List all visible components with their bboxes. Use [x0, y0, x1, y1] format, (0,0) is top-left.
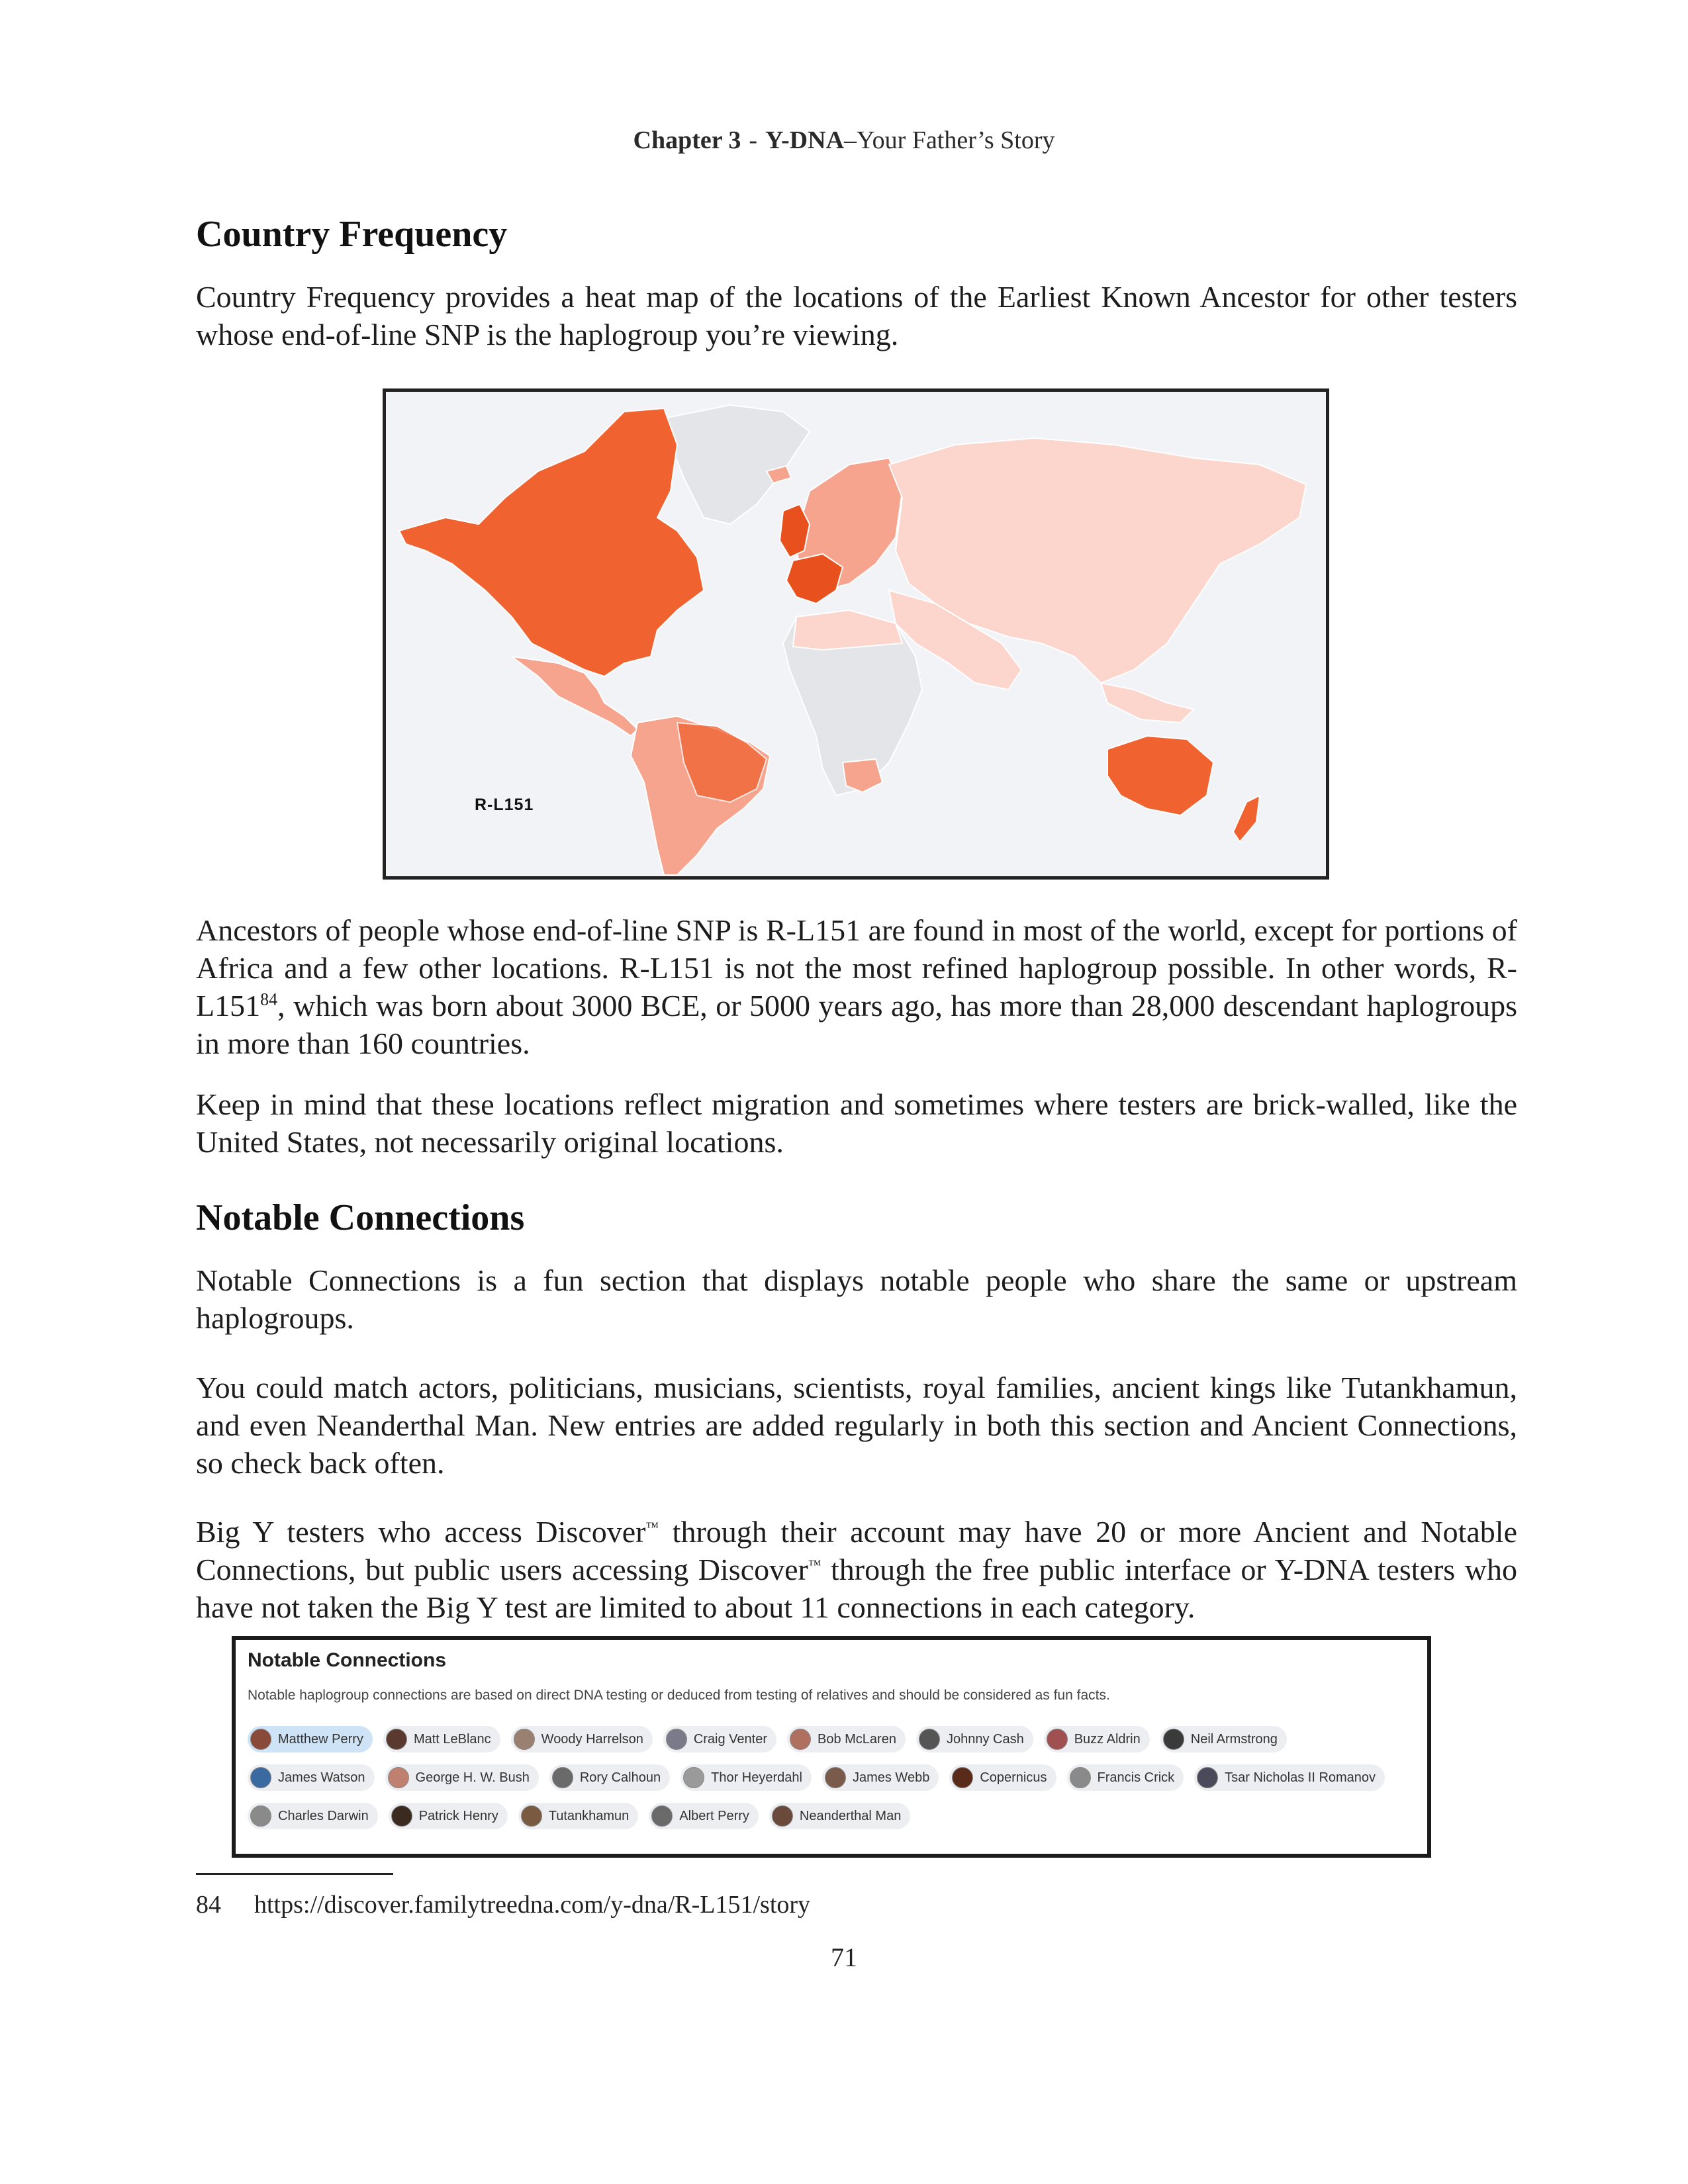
connection-chip[interactable] [769, 1803, 910, 1829]
footnote-number: 84 [196, 1891, 221, 1919]
running-header [0, 126, 1688, 155]
header-subtitle: –Your Father’s Story [844, 126, 1055, 154]
avatar [391, 1805, 412, 1827]
connection-chip[interactable] [518, 1803, 639, 1829]
paragraph-migration: Keep in mind that these locations reflect migration and sometimes where testers are brick-walled, like the United States, not necessarily original locations. [196, 1087, 1517, 1159]
connection-chip[interactable] [1044, 1726, 1150, 1752]
map-haplogroup-label: R-L151 [475, 796, 534, 814]
connection-chip[interactable] [383, 1726, 500, 1752]
heading-notable-connections: Notable Connections [196, 1197, 525, 1238]
heading-country-frequency: Country Frequency [196, 214, 508, 255]
connection-chip[interactable] [511, 1726, 653, 1752]
connection-chip[interactable] [1160, 1726, 1287, 1752]
avatar [1163, 1729, 1184, 1750]
ancestors-text-a: Ancestors of people whose end-of-line SNP is R-L151 are found in most of the world, except for portions of Africa and a few other locations. R-L151 is not the most refined haplogroup possible. In other words, R-L151 [196, 913, 1517, 1023]
connection-chip[interactable] [1067, 1764, 1184, 1791]
chip-label: Albert Perry [679, 1808, 749, 1823]
chip-label: James Watson [278, 1770, 365, 1785]
avatar [250, 1805, 271, 1827]
chip-label: Johnny Cash [946, 1731, 1024, 1747]
chip-label: Matthew Perry [278, 1731, 363, 1747]
paragraph-big-y [196, 1513, 1517, 1626]
avatar [552, 1767, 573, 1788]
connection-chip[interactable] [680, 1764, 812, 1791]
connection-chip[interactable] [663, 1726, 776, 1752]
footnote-url: https://discover.familytreedna.com/y-dna/R-L151/story [254, 1891, 811, 1919]
connection-chip[interactable] [949, 1764, 1056, 1791]
trademark-mark: ™ [808, 1557, 821, 1572]
chip-label: Tsar Nicholas II Romanov [1225, 1770, 1376, 1785]
chip-label: Woody Harrelson [541, 1731, 643, 1747]
connection-chip[interactable] [248, 1764, 375, 1791]
chip-label: Charles Darwin [278, 1808, 369, 1823]
chip-label: Neanderthal Man [799, 1808, 902, 1823]
big-y-text-b: through their account may have 20 or more Ancient and Notable Connections, but public users accessing Discover [196, 1515, 1517, 1586]
connection-chip[interactable] [787, 1726, 906, 1752]
ancestors-text-b: , which was born about 3000 BCE, or 5000 years ago, has more than 28,000 descendant haplogroups in more than 160 countries. [196, 989, 1517, 1060]
connection-chip[interactable] [248, 1726, 373, 1752]
page-number: 71 [831, 1942, 857, 1972]
avatar [1197, 1767, 1218, 1788]
connection-chip[interactable] [822, 1764, 939, 1791]
avatar [825, 1767, 846, 1788]
paragraph-country-intro: Country Frequency provides a heat map of the locations of the Earliest Known Ancestor for other testers whose end-of-line SNP is the haplogroup you’re viewing. [196, 280, 1517, 351]
chip-label: Francis Crick [1097, 1770, 1175, 1785]
paragraph-ancestors [196, 911, 1517, 1062]
chip-label: James Webb [852, 1770, 930, 1785]
connections-row-1 [248, 1725, 1297, 1754]
connection-chip[interactable] [549, 1764, 670, 1791]
avatar [666, 1729, 687, 1750]
connection-chip[interactable] [916, 1726, 1033, 1752]
connection-chip[interactable] [1194, 1764, 1385, 1791]
header-topic: Y-DNA [765, 126, 845, 154]
panel-description: Notable haplogroup connections are based on direct DNA testing or deduced from testing of relatives and should be considered as fun facts. [248, 1688, 1110, 1703]
chip-label: Tutankhamun [548, 1808, 630, 1823]
chip-label: George H. W. Bush [415, 1770, 530, 1785]
paragraph-notable-intro: Notable Connections is a fun section that displays notable people who share the same or upstream haplogroups. [196, 1263, 1517, 1335]
avatar [790, 1729, 811, 1750]
avatar [386, 1729, 407, 1750]
connection-chip[interactable] [649, 1803, 759, 1829]
chip-label: Bob McLaren [817, 1731, 896, 1747]
avatar [388, 1767, 409, 1788]
panel-title: Notable Connections [248, 1649, 447, 1671]
footnote-rule [196, 1873, 393, 1875]
chip-label: Copernicus [980, 1770, 1047, 1785]
chip-label: Neil Armstrong [1190, 1731, 1278, 1747]
big-y-text-c: through the free public interface or Y-DNA testers who have not taken the Big Y test are limited to about 11 connections in each category. [196, 1553, 1517, 1624]
chip-label: Thor Heyerdahl [711, 1770, 802, 1785]
connection-chip[interactable] [389, 1803, 508, 1829]
chip-label: Craig Venter [693, 1731, 767, 1747]
connections-row-3 [248, 1801, 921, 1831]
avatar [772, 1805, 793, 1827]
chip-label: Buzz Aldrin [1074, 1731, 1141, 1747]
header-separator: - [749, 126, 758, 154]
chapter-label: Chapter 3 [633, 126, 741, 154]
chip-label: Rory Calhoun [579, 1770, 661, 1785]
avatar [250, 1729, 271, 1750]
avatar [683, 1767, 704, 1788]
avatar [1070, 1767, 1091, 1788]
footnote-84 [196, 1890, 810, 1919]
connections-row-2 [248, 1763, 1395, 1792]
connection-chip[interactable] [248, 1803, 378, 1829]
big-y-text-a: Big Y testers who access Discover [196, 1515, 646, 1549]
avatar [651, 1805, 673, 1827]
notable-connections-panel [232, 1636, 1431, 1858]
country-frequency-map [383, 388, 1329, 880]
avatar [514, 1729, 535, 1750]
connection-chip[interactable] [385, 1764, 539, 1791]
chip-label: Matt LeBlanc [413, 1731, 491, 1747]
avatar [521, 1805, 542, 1827]
chip-label: Patrick Henry [418, 1808, 498, 1823]
footnote-ref-84: 84 [260, 989, 278, 1009]
avatar [250, 1767, 271, 1788]
trademark-mark: ™ [645, 1520, 659, 1535]
avatar [952, 1767, 973, 1788]
avatar [919, 1729, 940, 1750]
avatar [1047, 1729, 1068, 1750]
paragraph-notable-examples: You could match actors, politicians, musicians, scientists, royal families, ancient kings like Tutankhamun, and even Neanderthal Man. New entries are added regularly in both this section and Ancient Connections, so check back often. [196, 1371, 1517, 1480]
